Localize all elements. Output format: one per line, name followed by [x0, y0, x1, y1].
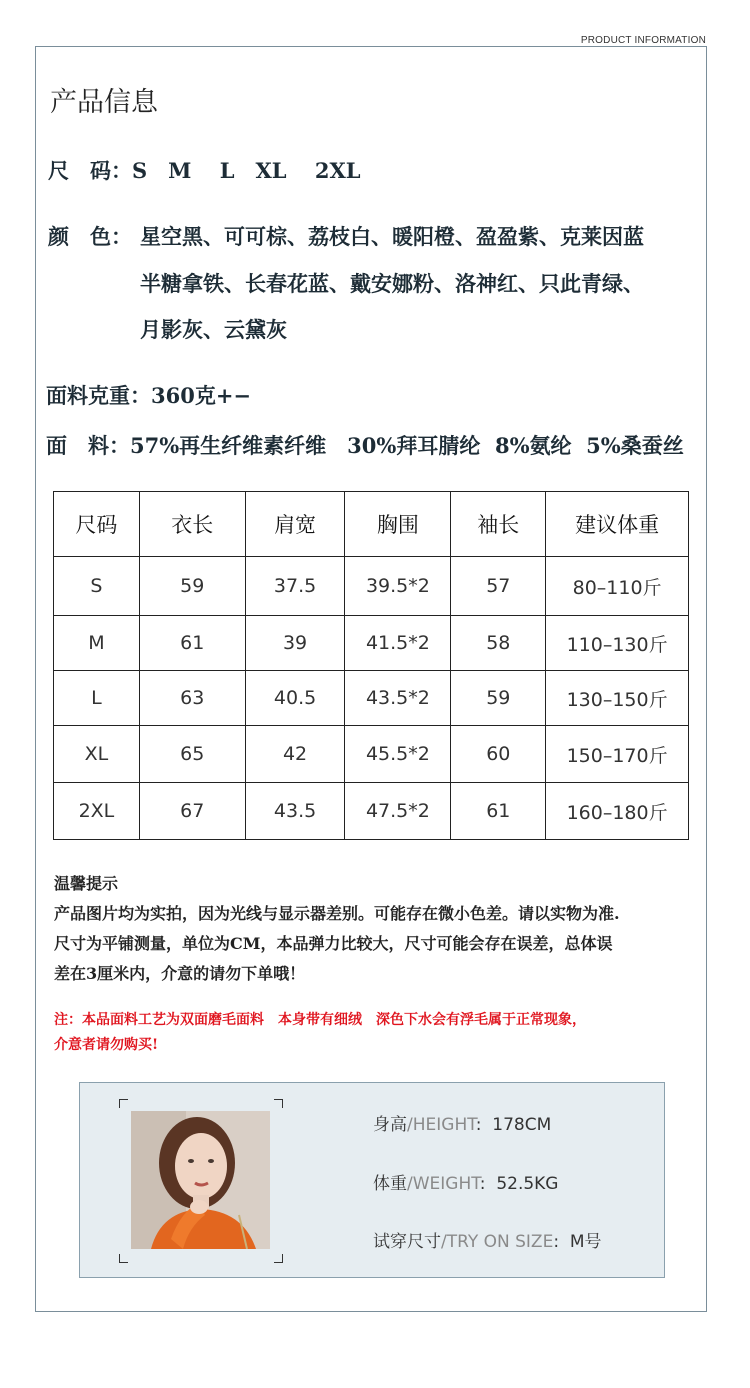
colors-label: 颜 色：: [48, 224, 132, 249]
table-cell: 40.5: [245, 671, 345, 726]
table-cell: 80–110斤: [546, 557, 689, 616]
table-cell: XL: [54, 726, 140, 783]
care-note-line: 介意者请勿购买!: [54, 1037, 159, 1053]
table-row: [54, 557, 689, 616]
height-label-en: /HEIGHT: [407, 1115, 476, 1135]
table-row: [54, 783, 689, 840]
corner-bracket-icon: [274, 1099, 283, 1108]
page-title: 产品信息: [50, 87, 158, 118]
table-cell: L: [54, 671, 140, 726]
table-header-cell: 尺码: [54, 492, 140, 557]
weight-value: 52.5KG: [496, 1174, 559, 1194]
size-label: 试穿尺寸: [373, 1232, 441, 1252]
tips-title: 温馨提示: [54, 874, 119, 893]
table-cell: 39.5*2: [345, 557, 451, 616]
table-cell: 65: [139, 726, 245, 783]
colors-line: 月影灰、云黛灰: [140, 317, 287, 342]
weight-label-en: /WEIGHT: [407, 1174, 480, 1194]
corner-bracket-icon: [119, 1099, 128, 1108]
table-row: [54, 616, 689, 671]
height-label: 身高: [373, 1115, 407, 1135]
fabric-weight: 面料克重：360克+−: [46, 383, 252, 408]
model-weight: 体重/WEIGHT: 52.5KG: [373, 1174, 559, 1194]
table-cell: 57: [451, 557, 546, 616]
table-cell: 160–180斤: [546, 783, 689, 840]
size-table: [53, 491, 689, 840]
size-list: 尺 码：S M L XL 2XL: [48, 158, 361, 183]
tips-line: 尺寸为平铺测量，单位为CM，本品弹力比较大，尺寸可能会存在误差，总体误: [54, 934, 613, 953]
table-header-row: [54, 492, 689, 557]
size-label-en: /TRY ON SIZE: [441, 1232, 554, 1252]
table-cell: 42: [245, 726, 345, 783]
table-cell: 47.5*2: [345, 783, 451, 840]
table-header-cell: 胸围: [345, 492, 451, 557]
tips-line: 产品图片均为实拍，因为光线与显示器差别。可能存在微小色差。请以实物为准.: [54, 904, 620, 923]
size-value: M号: [569, 1232, 602, 1252]
table-cell: 2XL: [54, 783, 140, 840]
table-header-cell: 建议体重: [546, 492, 689, 557]
model-photo: [131, 1111, 270, 1249]
table-row: [54, 671, 689, 726]
tips-line: 差在3厘米内，介意的请勿下单哦！: [54, 964, 306, 983]
corner-bracket-icon: [274, 1254, 283, 1263]
table-row: [54, 726, 689, 783]
table-header-cell: 肩宽: [245, 492, 345, 557]
table-cell: 37.5: [245, 557, 345, 616]
table-cell: 59: [139, 557, 245, 616]
care-note-line: 注：本品面料工艺为双面磨毛面料 本身带有细绒 深色下水会有浮毛属于正常现象，: [54, 1012, 586, 1028]
table-cell: 58: [451, 616, 546, 671]
model-height: 身高/HEIGHT: 178CM: [373, 1115, 552, 1135]
table-cell: 60: [451, 726, 546, 783]
model-try-on-size: 试穿尺寸/TRY ON SIZE: M号: [373, 1232, 602, 1252]
height-value: 178CM: [492, 1115, 552, 1135]
table-header-cell: 袖长: [451, 492, 546, 557]
table-cell: 63: [139, 671, 245, 726]
weight-label: 体重: [373, 1174, 407, 1194]
corner-label: PRODUCT INFORMATION: [580, 35, 706, 46]
table-cell: 39: [245, 616, 345, 671]
corner-bracket-icon: [119, 1254, 128, 1263]
table-cell: 45.5*2: [345, 726, 451, 783]
table-cell: 43.5*2: [345, 671, 451, 726]
colors-line: 星空黑、可可棕、荔枝白、暖阳橙、盈盈紫、克莱因蓝: [140, 224, 644, 249]
table-cell: 67: [139, 783, 245, 840]
table-cell: 41.5*2: [345, 616, 451, 671]
table-cell: M: [54, 616, 140, 671]
table-cell: 150–170斤: [546, 726, 689, 783]
table-cell: S: [54, 557, 140, 616]
table-cell: 61: [139, 616, 245, 671]
colors-line: 半糖拿铁、长春花蓝、戴安娜粉、洛神红、只此青绿、: [140, 271, 644, 296]
table-cell: 59: [451, 671, 546, 726]
table-cell: 110–130斤: [546, 616, 689, 671]
table-cell: 130–150斤: [546, 671, 689, 726]
table-cell: 43.5: [245, 783, 345, 840]
table-cell: 61: [451, 783, 546, 840]
fabric-composition: 面 料：57%再生纤维素纤维 30%拜耳腈纶 8%氨纶 5%桑蚕丝: [46, 433, 684, 458]
table-header-cell: 衣长: [139, 492, 245, 557]
